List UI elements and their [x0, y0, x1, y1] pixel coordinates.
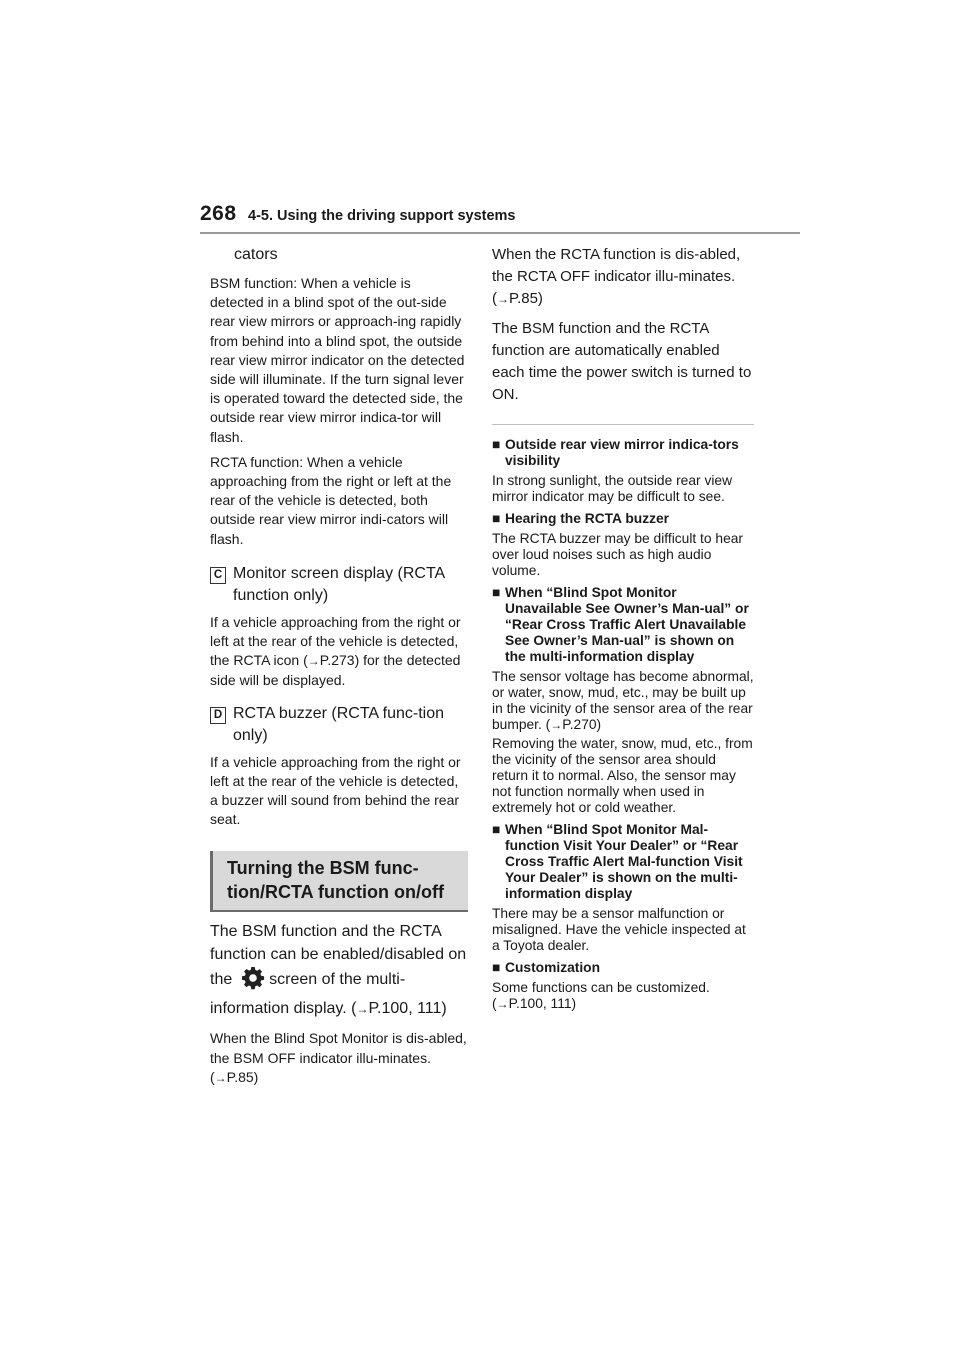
item-c-ref[interactable]: P.273	[319, 652, 355, 669]
note-5-text	[492, 980, 754, 1012]
rcta-function-paragraph: RCTA function: When a vehicle approaching from the right or left at the rear of the vehicle is detected, both outside rear view mirror indi-cators will flash.	[210, 453, 452, 547]
rcta-off-paragraph	[492, 244, 754, 310]
item-c-badge: C	[210, 567, 226, 584]
note-4-title: When “Blind Spot Monitor Mal-function Visit Your Dealer” or “Rear Cross Traffic Alert Mal-function Visit Your Dealer” is shown on the multi-information display	[505, 822, 743, 901]
rcta-off-ref[interactable]: P.85)	[509, 290, 543, 307]
note-1-text: In strong sunlight, the outside rear view mirror indicator may be difficult to see.	[492, 473, 733, 504]
note-3-title: When “Blind Spot Monitor Unavailable See Owner’s Man-ual” or “Rear Cross Traffic Alert Unavailable See Owner’s Man-ual” is shown on the multi-information display	[505, 585, 749, 664]
note-heading	[492, 960, 754, 976]
auto-enable-paragraph: The BSM function and the RCTA function are automatically enabled each time the power switch is turned to ON.	[492, 320, 752, 403]
note-4-text: There may be a sensor malfunction or misaligned. Have the vehicle inspected at a Toyota dealer.	[492, 906, 746, 953]
continued-text: cators	[234, 246, 278, 263]
section-heading: Turning the BSM func-tion/RCTA function on/off	[210, 851, 468, 910]
arrow-icon: →	[307, 654, 320, 669]
note-heading	[492, 822, 754, 902]
item-c-text-pre: If a vehicle approaching from the right or left at the rear of the vehicle is detected, the RCTA icon (	[210, 613, 461, 669]
arrow-icon: →	[497, 292, 509, 306]
item-d-title: RCTA buzzer (RCTA func-tion only)	[233, 704, 445, 744]
arrow-icon: →	[550, 718, 563, 732]
note-heading	[492, 585, 754, 665]
intro-post: screen of the multi-information display. (	[210, 971, 406, 1018]
item-c-text	[210, 613, 468, 691]
note-1-title: Outside rear view mirror indica-tors visibility	[505, 437, 739, 468]
bsm-off-pre: When the Blind Spot Monitor is dis-abled, the BSM OFF indicator illu-minates. (	[210, 1030, 467, 1085]
note-3-ref[interactable]: P.270)	[562, 717, 602, 732]
square-bullet-icon: ■	[492, 585, 501, 600]
right-column	[492, 244, 754, 1012]
bsm-off-paragraph	[210, 1029, 468, 1088]
section-heading-rule	[210, 910, 468, 912]
intro-pre: The BSM function and the RCTA function can be enabled/disabled on the	[210, 923, 467, 989]
note-3-text-2: Removing the water, snow, mud, etc., from the vicinity of the sensor area should return it to normal. Also, the sensor may not function normally when used in extremely hot or cold weather.	[492, 736, 753, 815]
gear-icon	[241, 966, 265, 997]
note-3-pre: The sensor voltage has become abnormal, or water, snow, mud, etc., may be built up in the vicinity of the sensor area of the rear bumper. (	[492, 669, 754, 732]
intro-ref[interactable]: P.100, 111)	[368, 1000, 447, 1018]
item-d-text: If a vehicle approaching from the right or left at the rear of the vehicle is detected, a buzzer will sound from behind the rear seat.	[210, 753, 461, 828]
left-column	[210, 244, 468, 1088]
rcta-off-pre: When the RCTA function is dis-abled, the RCTA OFF indicator illu-minates. (	[492, 246, 741, 307]
bsm-function-paragraph: BSM function: When a vehicle is detected in a blind spot of the out-side rear view mirrors or approach-ing rapidly from behind into a blind spot, the outside rear view mirror indicator on the detected side will illuminate. If the turn signal lever is operated toward the detected side, the outside rear view mirror indica-tor will flash.	[210, 275, 465, 445]
note-heading	[492, 511, 754, 527]
note-5-title: Customization	[505, 960, 601, 975]
square-bullet-icon: ■	[492, 437, 501, 452]
arrow-icon: →	[496, 997, 509, 1011]
item-c-text-post: ) for the detected side will be displayed.	[210, 652, 461, 689]
note-heading	[492, 437, 754, 469]
arrow-icon: →	[356, 1002, 369, 1017]
square-bullet-icon: ■	[492, 511, 501, 526]
square-bullet-icon: ■	[492, 822, 501, 837]
section-title: 4-5. Using the driving support systems	[248, 208, 516, 224]
item-c-title: Monitor screen display (RCTA function only)	[233, 564, 445, 604]
item-c-heading	[210, 563, 468, 607]
bsm-off-ref[interactable]: P.85)	[226, 1068, 259, 1085]
arrow-icon: →	[214, 1070, 227, 1085]
notes-separator	[492, 424, 754, 425]
note-2-text: The RCTA buzzer may be difficult to hear over loud noises such as high audio volume.	[492, 531, 744, 578]
header-rule	[200, 232, 800, 234]
note-2-title: Hearing the RCTA buzzer	[505, 511, 670, 526]
item-d-heading	[210, 703, 468, 747]
page-number: 268	[200, 202, 237, 225]
intro-paragraph	[210, 920, 468, 1021]
item-d-badge: D	[210, 707, 226, 724]
note-3-text-1	[492, 669, 754, 733]
note-5-ref[interactable]: P.100, 111)	[508, 996, 577, 1011]
square-bullet-icon: ■	[492, 960, 501, 975]
note-5-pre: Some functions can be customized. (	[492, 980, 710, 1011]
